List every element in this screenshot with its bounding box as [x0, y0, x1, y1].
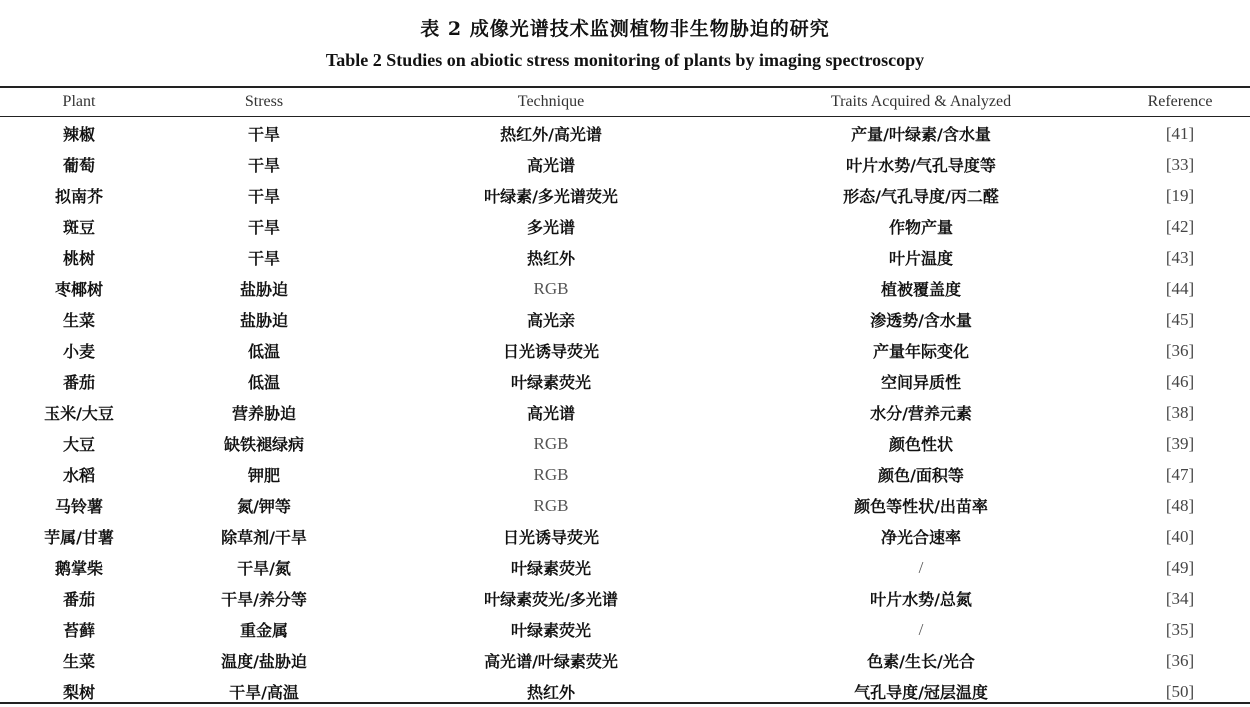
reference-cell: [41] — [1165, 123, 1195, 143]
plant-cell: 水稻 — [62, 466, 95, 485]
stress-cell: 重金属 — [239, 621, 288, 640]
technique-cell: 高光亲 — [526, 311, 575, 330]
technique-cell: 多光谱 — [526, 218, 575, 237]
reference-cell: [33] — [1165, 154, 1195, 174]
plant-cell: 番茄 — [62, 373, 95, 392]
traits-cell: 叶片水势/气孔导度等 — [846, 156, 996, 175]
stress-cell: 低温 — [247, 342, 280, 361]
traits-cell: 色素/生长/光合 — [867, 652, 975, 671]
technique-cell: 日光诱导荧光 — [502, 342, 599, 361]
reference-cell: [19] — [1165, 185, 1195, 205]
plant-cell: 斑豆 — [62, 218, 95, 237]
table-row — [0, 645, 1250, 676]
stress-cell: 干旱 — [247, 125, 280, 144]
table-row — [0, 335, 1250, 366]
plant-cell: 辣椒 — [62, 125, 95, 144]
stress-cell: 干旱 — [247, 218, 280, 237]
plant-cell: 梨树 — [62, 683, 95, 702]
plant-cell: 苔藓 — [62, 621, 95, 640]
table-row — [0, 149, 1250, 180]
stress-cell: 钾肥 — [247, 466, 280, 485]
traits-cell: / — [918, 619, 924, 639]
table-row — [0, 614, 1250, 645]
reference-cell: [42] — [1165, 216, 1195, 236]
plant-cell: 玉米/大豆 — [44, 404, 114, 423]
reference-cell: [43] — [1165, 247, 1195, 267]
reference-cell: [50] — [1165, 681, 1195, 701]
plant-cell: 生菜 — [62, 652, 95, 671]
traits-cell: 颜色/面积等 — [878, 466, 964, 485]
technique-cell: 叶绿素荧光 — [510, 373, 591, 392]
plant-cell: 生菜 — [62, 311, 95, 330]
column-header-stress: Stress — [244, 93, 284, 110]
stress-cell: 缺铁褪绿病 — [223, 435, 304, 454]
traits-cell: 叶片水势/总氮 — [870, 590, 972, 609]
plant-cell: 枣椰树 — [54, 280, 103, 299]
reference-cell: [47] — [1165, 464, 1195, 484]
reference-cell: [36] — [1165, 650, 1195, 670]
stress-cell: 氮/钾等 — [237, 497, 291, 516]
plant-cell: 马铃薯 — [54, 497, 103, 516]
reference-cell: [44] — [1165, 278, 1195, 298]
stress-cell: 营养胁迫 — [231, 404, 296, 423]
table-row — [0, 242, 1250, 273]
technique-cell: 叶绿素/多光谱荧光 — [484, 187, 618, 206]
traits-cell: 产量/叶绿素/含水量 — [851, 125, 991, 144]
technique-cell: 高光谱 — [526, 156, 575, 175]
plant-cell: 拟南芥 — [54, 187, 103, 206]
technique-cell: 热红外/高光谱 — [500, 125, 602, 144]
table-row — [0, 273, 1250, 304]
reference-cell: [46] — [1165, 371, 1195, 391]
technique-cell: 日光诱导荧光 — [502, 528, 599, 547]
column-header-technique: Technique — [517, 93, 585, 110]
table-row — [0, 428, 1250, 459]
stress-cell: 温度/盐胁迫 — [221, 652, 307, 671]
plant-cell: 鹅掌柴 — [54, 559, 103, 578]
reference-cell: [36] — [1165, 340, 1195, 360]
plant-cell: 芋属/甘薯 — [44, 528, 114, 547]
traits-cell: 空间异质性 — [880, 373, 961, 392]
reference-cell: [38] — [1165, 402, 1195, 422]
technique-cell: 叶绿素荧光 — [510, 621, 591, 640]
table-header-row — [0, 88, 1250, 116]
table-row — [0, 583, 1250, 614]
column-header-reference: Reference — [1147, 93, 1213, 110]
reference-cell: [40] — [1165, 526, 1195, 546]
column-header-traits: Traits Acquired & Analyzed — [830, 93, 1012, 110]
plant-cell: 大豆 — [62, 435, 95, 454]
table-row — [0, 304, 1250, 335]
stress-cell: 低温 — [247, 373, 280, 392]
plant-cell: 桃树 — [62, 249, 95, 268]
traits-cell: 植被覆盖度 — [880, 280, 961, 299]
reference-cell: [34] — [1165, 588, 1195, 608]
stress-cell: 除草剂/干旱 — [221, 528, 307, 547]
data-table — [0, 88, 1250, 707]
stress-cell: 干旱 — [247, 187, 280, 206]
reference-cell: [35] — [1165, 619, 1195, 639]
traits-cell: 渗透势/含水量 — [870, 311, 972, 330]
traits-cell: 作物产量 — [888, 218, 953, 237]
table-row — [0, 676, 1250, 707]
traits-cell: 产量年际变化 — [872, 342, 969, 361]
stress-cell: 盐胁迫 — [239, 280, 288, 299]
reference-cell: [49] — [1165, 557, 1195, 577]
table-row — [0, 397, 1250, 428]
table-caption-chinese: 表 2 成像光谱技术监测植物非生物胁迫的研究 — [420, 18, 830, 40]
table-row — [0, 459, 1250, 490]
table-row — [0, 211, 1250, 242]
reference-cell: [39] — [1165, 433, 1195, 453]
plant-cell: 葡萄 — [62, 156, 95, 175]
technique-cell: RGB — [533, 278, 569, 298]
technique-cell: RGB — [533, 464, 569, 484]
traits-cell: 形态/气孔导度/丙二醛 — [843, 187, 999, 206]
traits-cell: 颜色性状 — [888, 435, 953, 454]
traits-cell: 叶片温度 — [888, 249, 953, 268]
traits-cell: 水分/营养元素 — [870, 404, 972, 423]
traits-cell: 净光合速率 — [880, 528, 961, 547]
column-header-plant: Plant — [62, 93, 96, 110]
table-row — [0, 490, 1250, 521]
stress-cell: 干旱/养分等 — [221, 590, 307, 609]
table-row — [0, 180, 1250, 211]
table-row — [0, 521, 1250, 552]
technique-cell: RGB — [533, 495, 569, 515]
technique-cell: 高光谱 — [526, 404, 575, 423]
reference-cell: [45] — [1165, 309, 1195, 329]
table-row — [0, 552, 1250, 583]
technique-cell: 叶绿素荧光/多光谱 — [484, 590, 618, 609]
plant-cell: 番茄 — [62, 590, 95, 609]
traits-cell: 颜色等性状/出苗率 — [854, 497, 988, 516]
stress-cell: 盐胁迫 — [239, 311, 288, 330]
stress-cell: 干旱/高温 — [229, 683, 299, 702]
technique-cell: RGB — [533, 433, 569, 453]
stress-cell: 干旱/氮 — [237, 559, 291, 578]
technique-cell: 热红外 — [526, 249, 575, 268]
technique-cell: 叶绿素荧光 — [510, 559, 591, 578]
table-row — [0, 116, 1250, 149]
table-caption-english: Table 2 Studies on abiotic stress monitoring of plants by imaging spectroscopy — [325, 50, 925, 70]
reference-cell: [48] — [1165, 495, 1195, 515]
stress-cell: 干旱 — [247, 249, 280, 268]
traits-cell: / — [918, 557, 924, 577]
technique-cell: 高光谱/叶绿素荧光 — [484, 652, 618, 671]
technique-cell: 热红外 — [526, 683, 575, 702]
table-row — [0, 366, 1250, 397]
traits-cell: 气孔导度/冠层温度 — [854, 683, 988, 702]
plant-cell: 小麦 — [62, 342, 95, 361]
table-body — [0, 116, 1250, 707]
stress-cell: 干旱 — [247, 156, 280, 175]
